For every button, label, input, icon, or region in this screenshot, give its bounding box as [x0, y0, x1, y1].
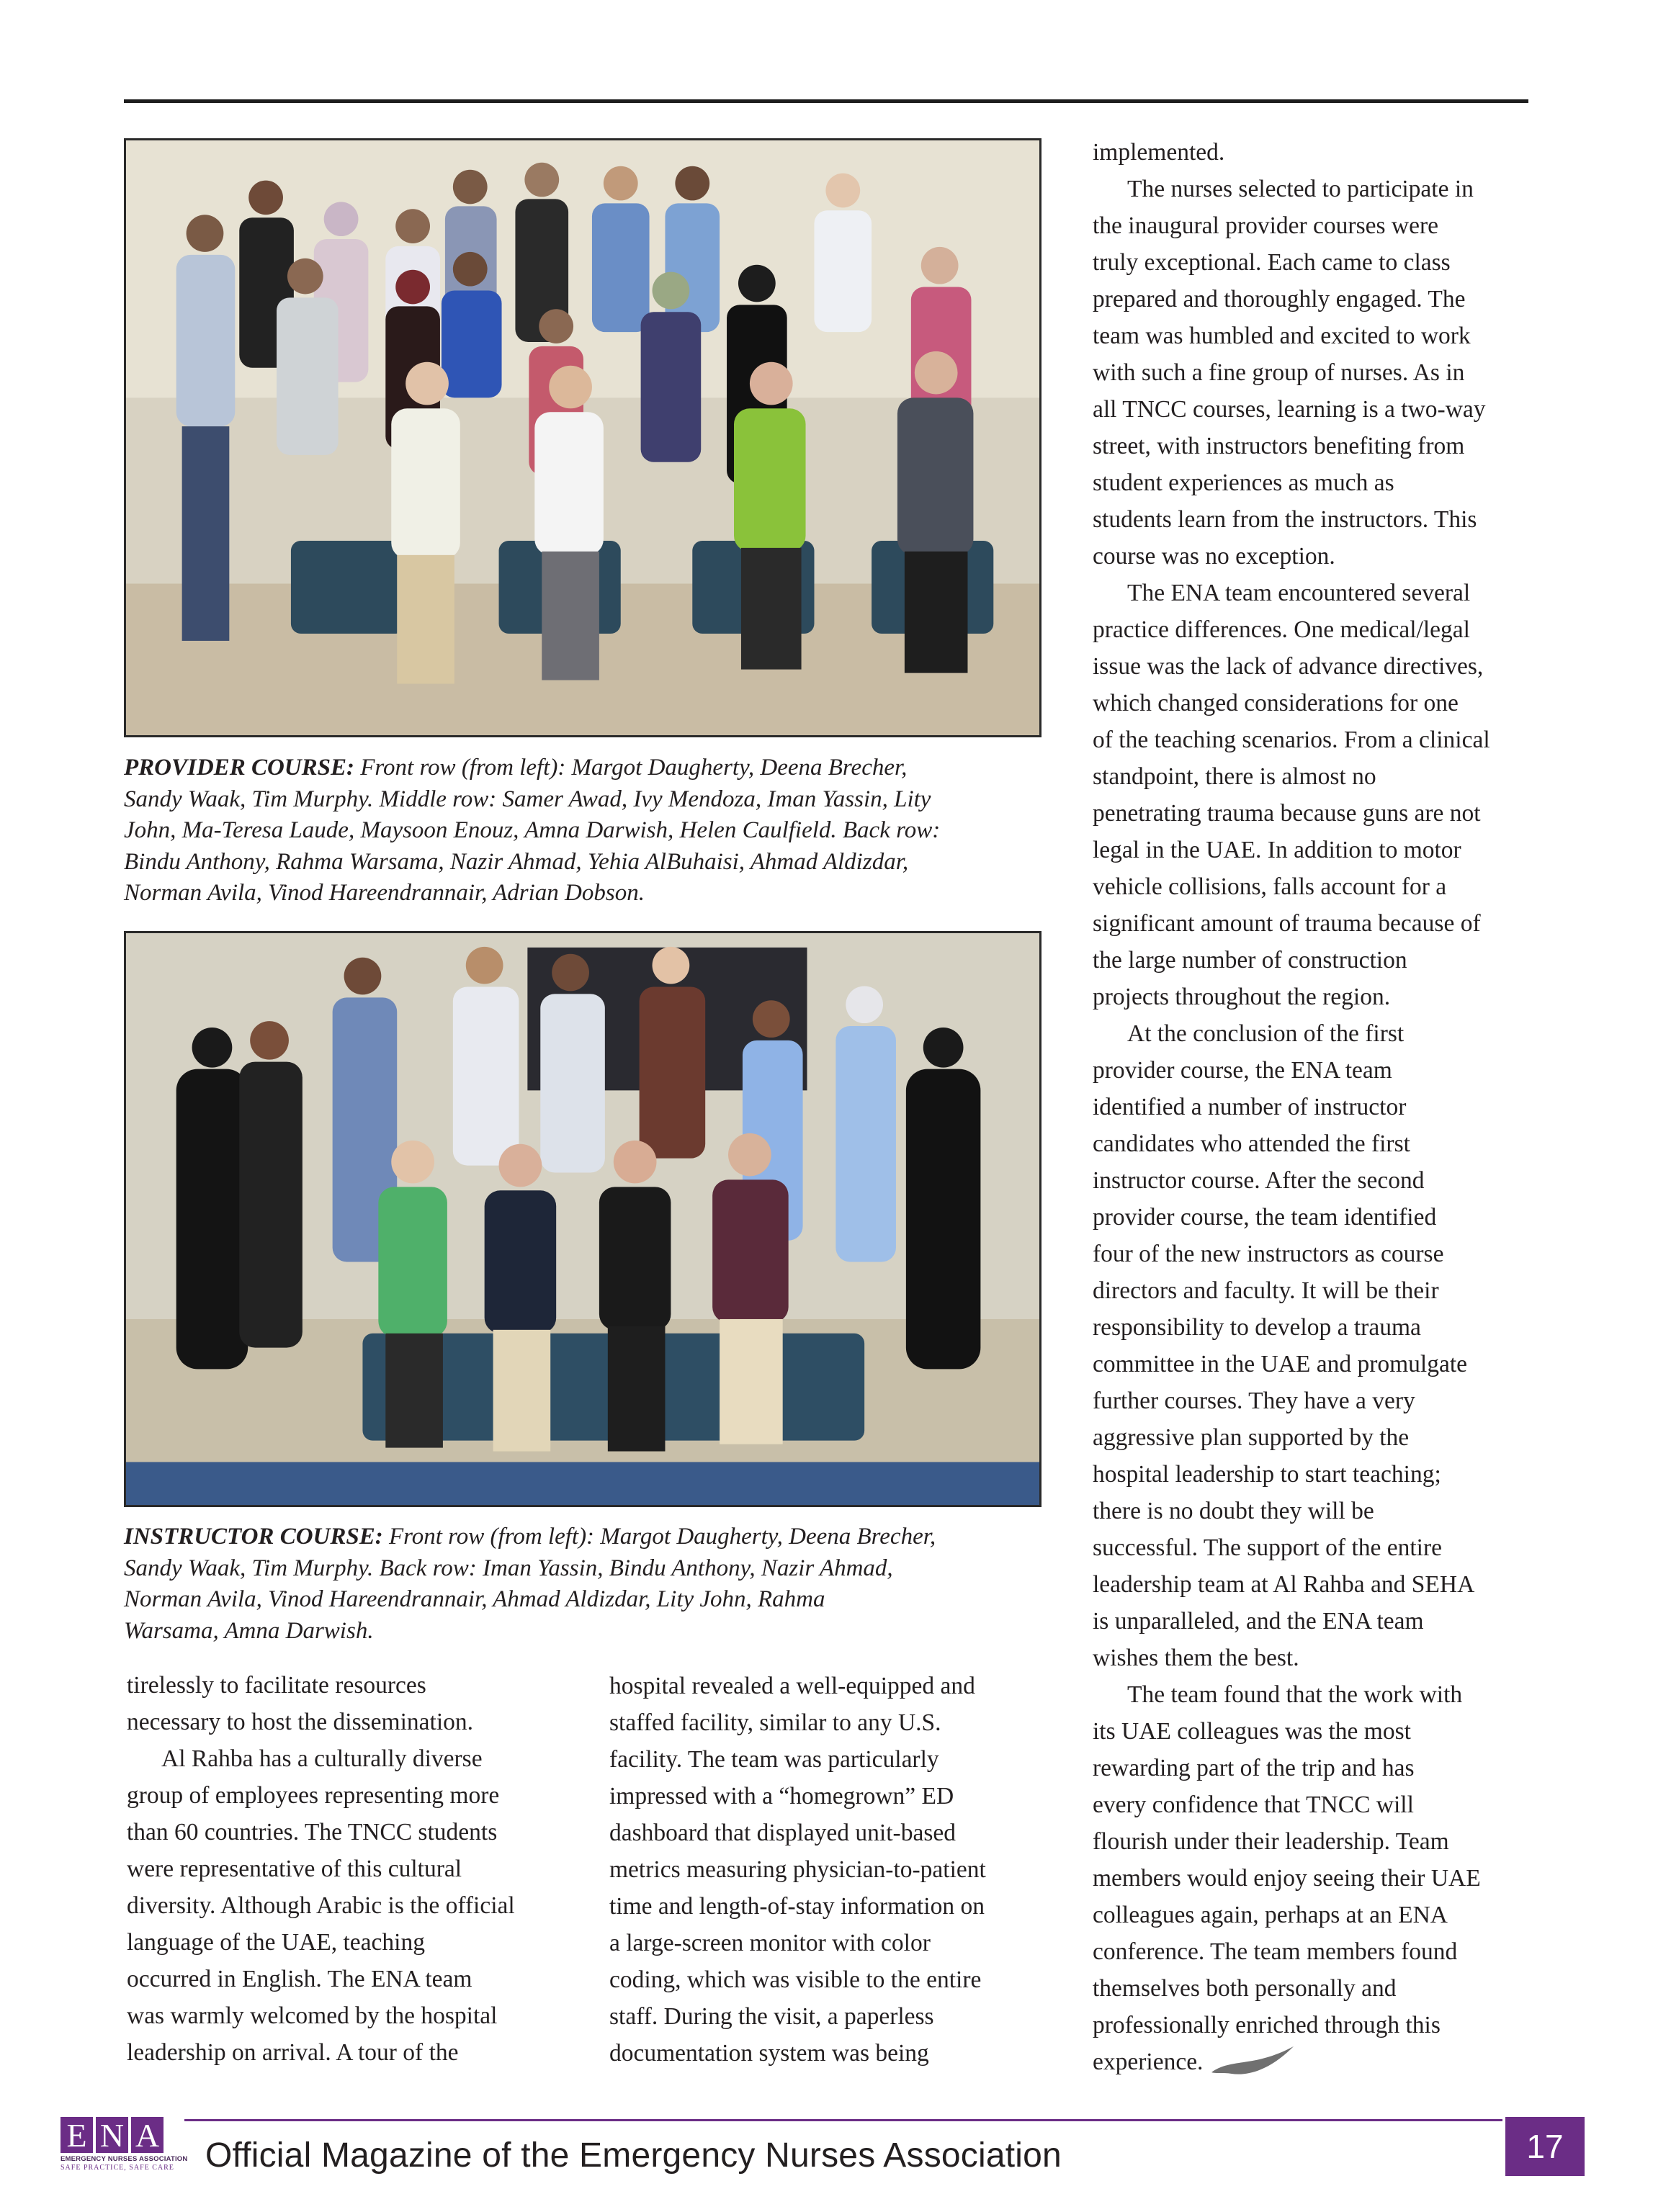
body-paragraph — [1093, 1015, 1532, 1676]
body-line: leadership on arrival. A tour of the — [127, 2039, 459, 2066]
body-line: time and length-of-stay information on — [609, 1893, 985, 1920]
body-line: Al Rahba has a culturally diverse — [161, 1745, 483, 1772]
caption-line: Bindu Anthony, Rahma Warsama, Nazir Ahmad, Yehia AlBuhaisi, Ahmad Aldizdar, — [124, 848, 909, 875]
body-paragraph — [127, 1740, 588, 2071]
body-line: experience. — [1093, 2049, 1204, 2075]
body-line: course was no exception. — [1093, 543, 1335, 570]
body-line: its UAE colleagues was the most — [1093, 1718, 1411, 1745]
caption-line: John, Ma-Teresa Laude, Maysoon Enouz, Amna Darwish, Helen Caulfield. Back row: — [124, 817, 941, 843]
body-line: documentation system was being — [609, 2040, 929, 2067]
body-line: The ENA team encountered several — [1127, 580, 1471, 606]
body-line: which changed considerations for one — [1093, 690, 1459, 716]
body-line: themselves both personally and — [1093, 1975, 1397, 2002]
body-line: professionally enriched through this — [1093, 2012, 1441, 2038]
body-line: there is no doubt they will be — [1093, 1498, 1374, 1524]
body-line: student experiences as much as — [1093, 469, 1394, 496]
instructor-course-photo — [124, 931, 1041, 1507]
caption-line: Norman Avila, Vinod Hareendrannair, Ahmad Aldizdar, Lity John, Rahma — [124, 1586, 825, 1612]
body-line: standpoint, there is almost no — [1093, 763, 1376, 790]
logo-letter: A — [131, 2117, 163, 2153]
caption-line: Sandy Waak, Tim Murphy. Back row: Iman Yassin, Bindu Anthony, Nazir Ahmad, — [124, 1555, 893, 1581]
magazine-title: Official Magazine of the Emergency Nurses Association — [205, 2136, 1062, 2175]
caption-line: Front row (from left): Margot Daugherty, Deena Brecher, — [360, 755, 908, 781]
body-line: staffed facility, similar to any U.S. — [609, 1709, 941, 1736]
body-column-right — [1093, 134, 1532, 2080]
body-line: members would enjoy seeing their UAE — [1093, 1865, 1481, 1892]
footer-rule — [184, 2119, 1502, 2121]
body-line: than 60 countries. The TNCC students — [127, 1819, 498, 1845]
body-line: hospital leadership to start teaching; — [1093, 1461, 1441, 1488]
body-line: successful. The support of the entire — [1093, 1534, 1442, 1561]
body-column-middle — [609, 1668, 1070, 2072]
body-line: implemented. — [1093, 139, 1225, 166]
body-line: colleagues again, perhaps at an ENA — [1093, 1902, 1448, 1928]
end-mark-swoosh-icon — [1210, 2044, 1295, 2077]
body-line: conference. The team members found — [1093, 1938, 1458, 1965]
body-line: At the conclusion of the first — [1127, 1020, 1405, 1047]
body-line: staff. During the visit, a paperless — [609, 2003, 934, 2030]
body-column-left — [127, 1667, 588, 2071]
body-line: four of the new instructors as course — [1093, 1241, 1444, 1267]
body-line: issue was the lack of advance directives, — [1093, 653, 1484, 680]
ena-logo[interactable] — [61, 2117, 188, 2185]
body-line: practice differences. One medical/legal — [1093, 616, 1470, 643]
logo-letter: N — [96, 2117, 128, 2153]
body-line: projects throughout the region. — [1093, 984, 1391, 1010]
caption-line: Sandy Waak, Tim Murphy. Middle row: Samer Awad, Ivy Mendoza, Iman Yassin, Lity — [124, 786, 931, 812]
body-paragraph — [1093, 171, 1532, 575]
body-line: penetrating trauma because guns are not — [1093, 800, 1481, 827]
body-line: facility. The team was particularly — [609, 1746, 939, 1773]
caption-line: Norman Avila, Vinod Hareendrannair, Adrian Dobson. — [124, 880, 645, 906]
body-line: wishes them the best. — [1093, 1645, 1299, 1671]
body-line: necessary to host the dissemination. — [127, 1709, 474, 1735]
body-line: was warmly welcomed by the hospital — [127, 2002, 498, 2029]
body-line: of the teaching scenarios. From a clinical — [1093, 727, 1490, 753]
body-line: responsibility to develop a trauma — [1093, 1314, 1421, 1341]
body-line: the inaugural provider courses were — [1093, 212, 1438, 239]
body-line: flourish under their leadership. Team — [1093, 1828, 1449, 1855]
body-line: team was humbled and excited to work — [1093, 323, 1471, 349]
body-paragraph — [1093, 1676, 1532, 2080]
body-line: rewarding part of the trip and has — [1093, 1755, 1415, 1781]
body-paragraph — [609, 1668, 1070, 2072]
body-line: instructor course. After the second — [1093, 1167, 1425, 1194]
body-line: hospital revealed a well-equipped and — [609, 1673, 975, 1699]
instructor-course-photo-image — [126, 933, 1039, 1505]
body-line: occurred in English. The ENA team — [127, 1966, 472, 1992]
body-paragraph — [1093, 575, 1532, 1015]
body-line: the large number of construction — [1093, 947, 1407, 974]
body-line: prepared and thoroughly engaged. The — [1093, 286, 1466, 313]
body-line: were representative of this cultural — [127, 1856, 462, 1882]
body-line: provider course, the team identified — [1093, 1204, 1437, 1231]
logo-tagline: SAFE PRACTICE, SAFE CARE — [61, 2164, 174, 2172]
provider-course-photo-image — [126, 140, 1039, 735]
caption-line: Warsama, Amna Darwish. — [124, 1617, 374, 1644]
body-line: committee in the UAE and promulgate — [1093, 1351, 1468, 1377]
body-line: group of employees representing more — [127, 1782, 500, 1809]
body-line: coding, which was visible to the entire — [609, 1966, 982, 1993]
body-line: The nurses selected to participate in — [1127, 176, 1474, 202]
body-line: all TNCC courses, learning is a two-way — [1093, 396, 1486, 423]
page-number: 17 — [1505, 2117, 1585, 2176]
body-line: directors and faculty. It will be their — [1093, 1277, 1439, 1304]
provider-course-caption — [124, 752, 1053, 909]
caption-lead: PROVIDER COURSE: — [124, 755, 354, 781]
body-paragraph — [1093, 134, 1532, 171]
body-line: dashboard that displayed unit-based — [609, 1820, 956, 1846]
body-line: further courses. They have a very — [1093, 1388, 1415, 1414]
caption-line: Front row (from left): Margot Daugherty, Deena Brecher, — [388, 1524, 936, 1550]
body-paragraph — [127, 1667, 588, 1740]
body-line: identified a number of instructor — [1093, 1094, 1407, 1120]
instructor-course-caption — [124, 1521, 1053, 1647]
body-line: street, with instructors benefiting from — [1093, 433, 1465, 459]
body-line: candidates who attended the first — [1093, 1130, 1410, 1157]
body-line: leadership team at Al Rahba and SEHA — [1093, 1571, 1475, 1598]
logo-org-name: EMERGENCY NURSES ASSOCIATION — [61, 2155, 188, 2163]
body-line: metrics measuring physician-to-patient — [609, 1856, 986, 1883]
body-line: a large-screen monitor with color — [609, 1930, 931, 1956]
body-line: impressed with a “homegrown” ED — [609, 1783, 954, 1809]
body-line: with such a fine group of nurses. As in — [1093, 359, 1465, 386]
logo-letter: E — [61, 2117, 93, 2153]
caption-lead: INSTRUCTOR COURSE: — [124, 1524, 383, 1550]
body-line: vehicle collisions, falls account for a — [1093, 873, 1447, 900]
body-line: is unparalleled, and the ENA team — [1093, 1608, 1424, 1635]
body-line: truly exceptional. Each came to class — [1093, 249, 1451, 276]
body-line: every confidence that TNCC will — [1093, 1791, 1414, 1818]
body-line: tirelessly to facilitate resources — [127, 1672, 426, 1699]
body-line: aggressive plan supported by the — [1093, 1424, 1410, 1451]
body-line: diversity. Although Arabic is the official — [127, 1892, 515, 1919]
body-line: legal in the UAE. In addition to motor — [1093, 837, 1461, 863]
body-line: provider course, the ENA team — [1093, 1057, 1392, 1084]
provider-course-photo — [124, 138, 1041, 737]
body-line: The team found that the work with — [1127, 1681, 1463, 1708]
body-line: students learn from the instructors. This — [1093, 506, 1477, 533]
body-line: significant amount of trauma because of — [1093, 910, 1481, 937]
body-line: language of the UAE, teaching — [127, 1929, 425, 1956]
top-rule — [124, 99, 1528, 103]
